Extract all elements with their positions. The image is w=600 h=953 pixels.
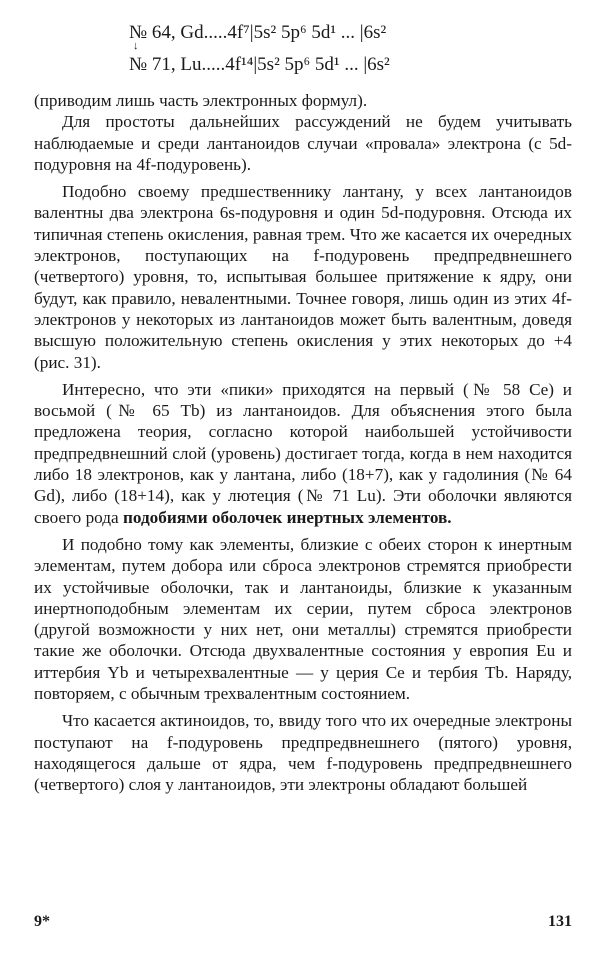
formula-gd	[129, 18, 572, 48]
paragraph-peaks	[34, 379, 572, 528]
page-number: 131	[548, 913, 572, 930]
paragraph-actinides: Что касается актиноидов, то, ввиду того что их очередные электроны поступают на f-подуровень предпредвнешнего (пятого) уровня, находящегося дальше от ядра, чем f-подуровень предпредвнешнего (четвертого) слоя у лантаноидов, эти электроны обладают большей	[34, 711, 572, 795]
paragraph-formulas-note: (приводим лишь часть электронных формул).	[34, 91, 368, 110]
paragraph-inert-like: И подобно тому как элементы, близкие с обеих сторон к инертным элементам, путем добора или сброса электронов стремятся приобрести их устойчивые оболочки, так и лантаноиды, близкие к указанным инертноподобным элементам их серии, путем сброса электронов (другой возможности у них нет, они металлы) стремятся приобрести такие же оболочки. Отсюда двухвалентные состояния у европия Eu и иттербия Yb и четырехвалентные — у церия Ce и тербия Tb. Наряду, повторяем, с обычным трехвалентным состоянием.	[34, 534, 572, 704]
paragraph-peaks-bold: подобиями оболочек инертных элементов.	[122, 507, 452, 527]
paragraph-lanthanum-valence: Подобно своему предшественнику лантану, у всех лантаноидов валентны два электрона 6s-подуровня и один 5d-подуровня. Отсюда их типичная степень окисления, равная трем. Что же касается их очередных электронов, поступающих на f-подуровень предпредвнешнего (четвертого) уровня, то, испытывая большее притяжение к ядру, они будут, как правило, невалентными. Точнее говоря, лишь один из этих 4f-электронов у некоторых из лантаноидов может быть валентным, доведя высшую положительную степень окисления у этих некоторых до +4 (рис. 31).	[34, 182, 572, 372]
signature-mark: 9*	[34, 913, 50, 930]
paragraph-peaks-text: Интересно, что эти «пики» приходятся на первый (№ 58 Ce) и восьмой (№ 65 Tb) из лантаноидов. Для объяснения этого была предложена теория, согласно которой наибольшей устойчивости предпредвнешний слой (уровень) достигает тогда, когда в нем находится либо 18 электронов, как у лантана, либо (18+7), как у гадолиния (№ 64 Gd), либо (18+14), как у лютеция (№ 71 Lu). Эти оболочки являются своего рода	[34, 379, 572, 527]
paragraph-simplicity: Для простоты дальнейших рассуждений не будем учитывать наблюдаемые и среди лантаноидов случаи «провала» электрона (с 5d-подуровня на 4f-подуровень).	[34, 112, 572, 174]
formula-lu	[129, 40, 572, 80]
down-arrow-icon: ↓	[133, 40, 139, 52]
page-footer	[34, 913, 572, 931]
page-body	[34, 16, 572, 796]
formula-gd-text: № 64, Gd.....4f⁷|5s² 5p⁶ 5d¹ ... |6s²	[129, 22, 387, 43]
formula-lu-text: № 71, Lu.....4f¹⁴|5s² 5p⁶ 5d¹ ... |6s²	[129, 54, 390, 75]
